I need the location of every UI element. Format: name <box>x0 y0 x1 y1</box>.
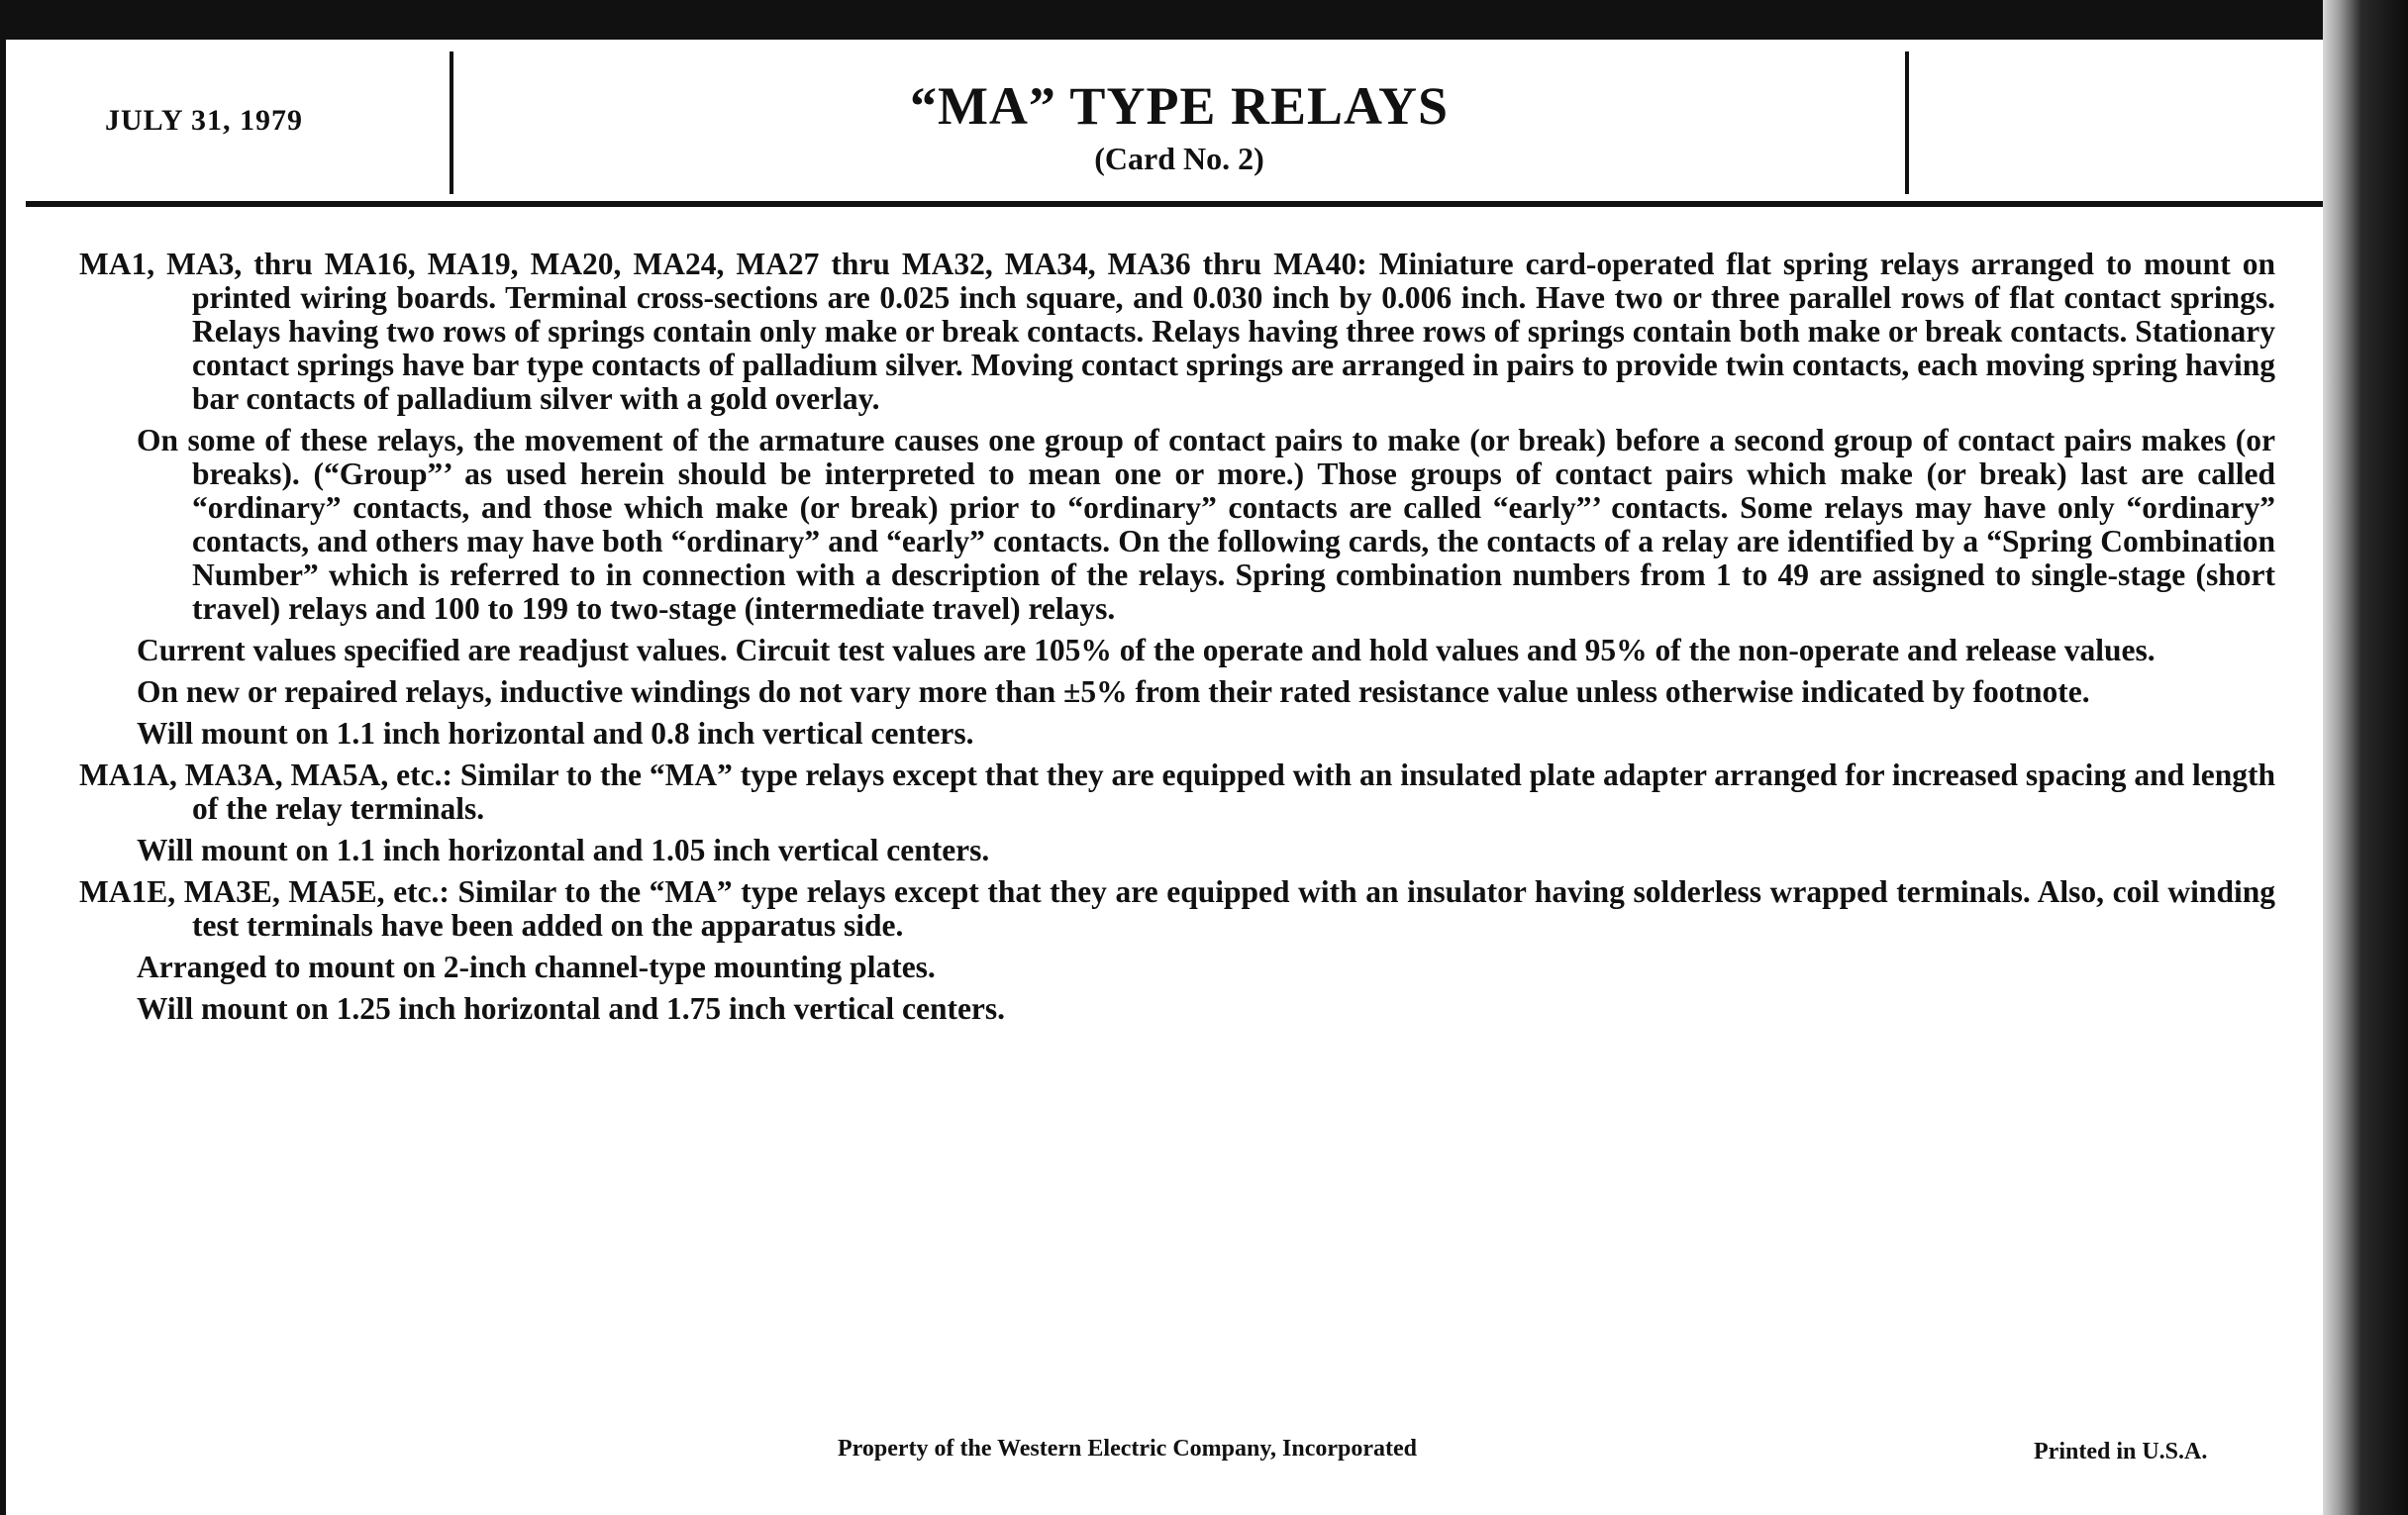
paragraph-windings: On new or repaired relays, inductive windings do not vary more than ±5% from their rated resistance value unless otherwise indicated by footnote. <box>137 674 2090 709</box>
paragraph-ma-e-series: MA1E, MA3E, MA5E, etc.: Similar to the “MA” type relays except that they are equipped with an insulator having solderless wrapped terminals. Also, coil winding test terminals have been added on the apparatus side. <box>79 874 2275 943</box>
card-header <box>6 40 2323 208</box>
header-rule <box>26 201 2329 207</box>
card-title: “MA” TYPE RELAYS <box>909 76 1450 136</box>
scan-edge-shadow <box>2323 0 2408 1515</box>
card-date: JULY 31, 1979 <box>105 104 303 137</box>
card-number: (Card No. 2) <box>1094 141 1264 176</box>
relay-card <box>6 40 2323 1515</box>
paragraph-mount-ma-e: Will mount on 1.25 inch horizontal and 1.75 inch vertical centers. <box>137 991 1006 1026</box>
footer-printed: Printed in U.S.A. <box>2034 1439 2208 1464</box>
paragraph-contact-groups: On some of these relays, the movement of the armature causes one group of contact pairs to make (or break) before a second group of contact pairs makes (or breaks). (“Group”’ as used herein should be interpreted to mean one or more.) Those groups of contact pairs which make (or break) last are called “ordinary” contacts, and those which make (or break) prior to “ordinary” contacts are called “early”’ contacts. Some relays may have only “ordinary” contacts, and others may have both “ordinary” and “early” contacts. On the following cards, the contacts of a relay are identified by a “Spring Combination Number” which is referred to in connection with a description of the relays. Spring combination numbers from 1 to 49 are assigned to single-stage (short travel) relays and 100 to 199 to two-stage (intermediate travel) relays. <box>137 423 2275 626</box>
paragraph-ma-series: MA1, MA3, thru MA16, MA19, MA20, MA24, MA27 thru MA32, MA34, MA36 thru MA40: Miniature card-operated flat spring relays arranged to mount on printed wiring boards. Terminal cross-sections are 0.025 inch square, and 0.030 inch by 0.006 inch. Have two or three parallel rows of flat contact springs. Relays having two rows of springs contain only make or break contacts. Relays having three rows of springs contain both make or break contacts. Stationary contact springs have bar type contacts of palladium silver. Moving contact springs are arranged in pairs to provide twin contacts, each moving spring having bar contacts of palladium silver with a gold overlay. <box>79 247 2275 416</box>
paragraph-ma-a-series: MA1A, MA3A, MA5A, etc.: Similar to the “MA” type relays except that they are equipped with an insulated plate adapter arranged for increased spacing and length of the relay terminals. <box>79 758 2276 826</box>
paragraph-mount-ma-a: Will mount on 1.1 inch horizontal and 1.05 inch vertical centers. <box>137 833 990 867</box>
header-divider-right <box>1905 51 1909 194</box>
card-body <box>79 248 2275 1034</box>
paragraph-mount-ma: Will mount on 1.1 inch horizontal and 0.8 inch vertical centers. <box>137 716 974 751</box>
paragraph-current-values: Current values specified are readjust values. Circuit test values are 105% of the operate and hold values and 95% of the non-operate and release values. <box>137 633 2156 667</box>
paragraph-mounting-plates: Arranged to mount on 2-inch channel-type mounting plates. <box>137 950 936 984</box>
footer-property: Property of the Western Electric Company, Incorporated <box>838 1436 1418 1462</box>
